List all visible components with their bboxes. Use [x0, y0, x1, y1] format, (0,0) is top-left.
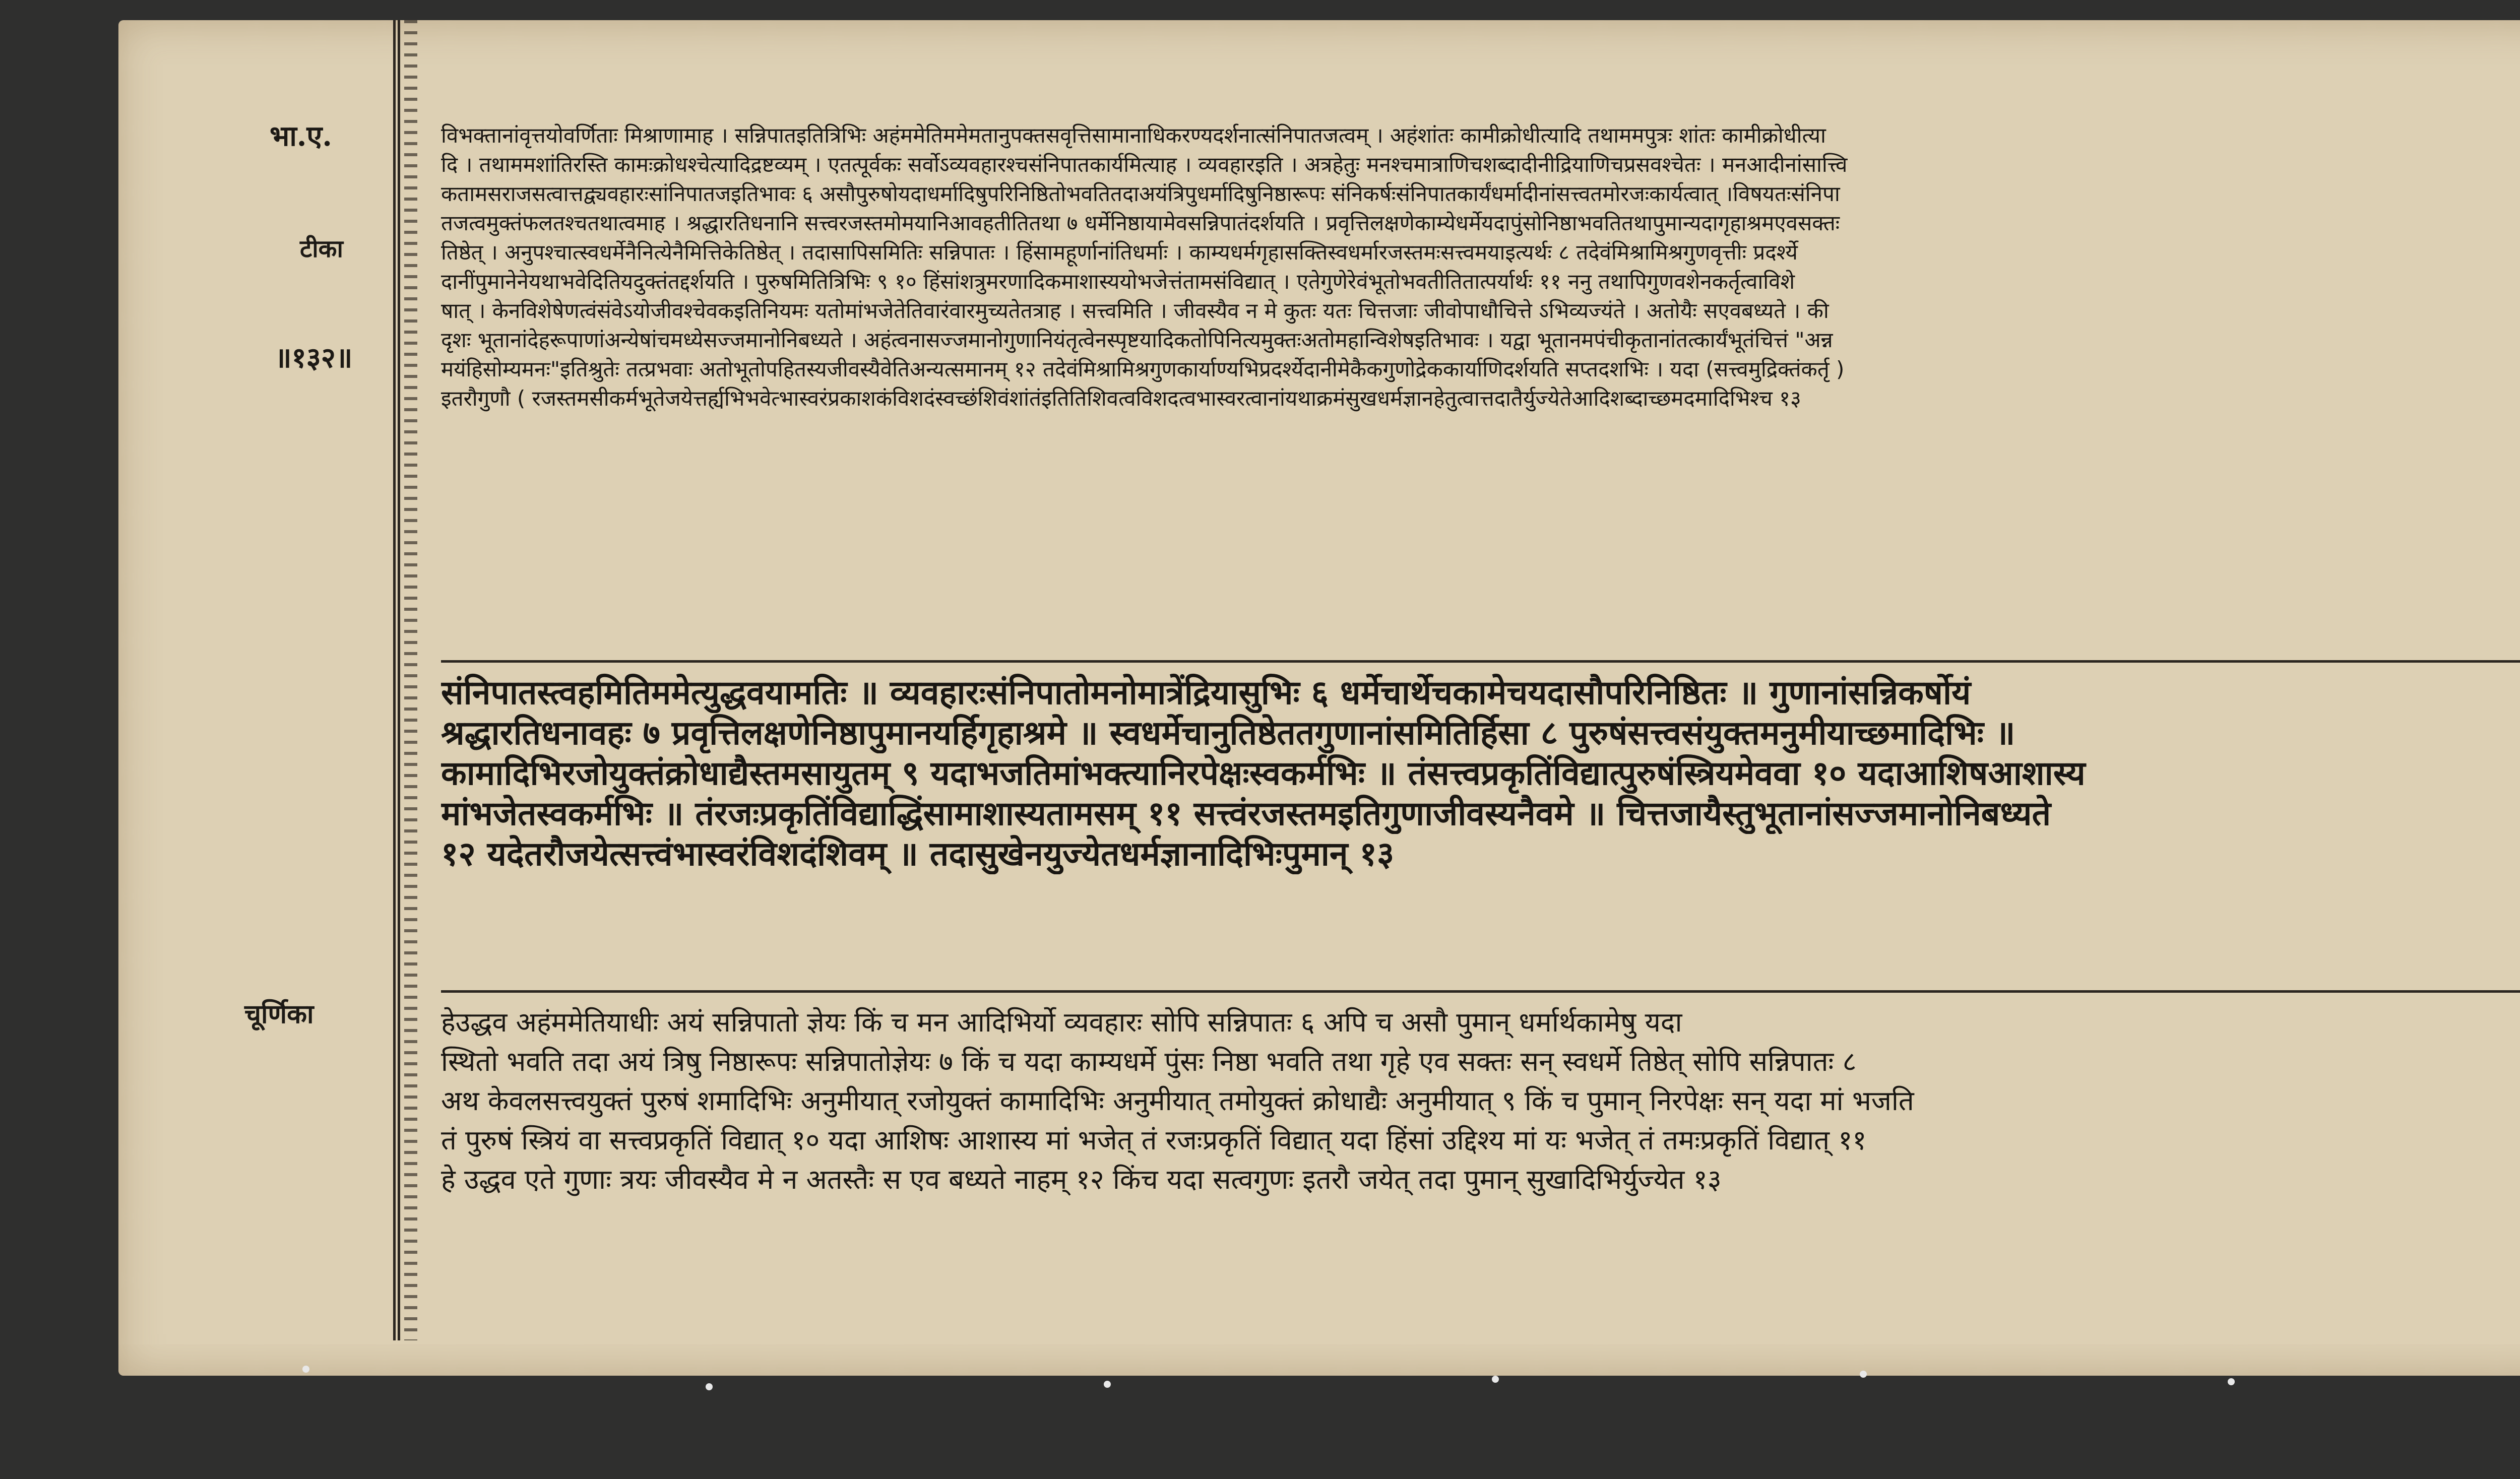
mounting-pin: [706, 1383, 713, 1390]
divider-rule: [441, 660, 2520, 663]
verse-line: संनिपातस्त्वहमितिममेत्युद्धवयामतिः ॥ व्यवहारःसंनिपातोमनोमात्रेंद्रियासुभिः ६ धर्मेचार्थेचकामेचयदासौपरिनिष्ठितः ॥ गुणानांसन्निकर्षोयं: [441, 673, 1971, 712]
tika-label: टीका: [300, 235, 343, 263]
commentary-line: तजत्वमुक्तंफलतश्चतथात्वमाह । श्रद्धारतिधनानि सत्त्वरजस्तमोमयानिआवहतीतितथा ७ धर्मेनिष्ठायामेवसन्निपातंदर्शयति । प्रवृत्तिलक्षणेकाम्येधर्मेयदापुंसोनिष्ठाभवतितथापुमान्यदागृहाश्रमएवसक्तः: [441, 211, 1840, 235]
mounting-pin: [1860, 1371, 1867, 1378]
churnika-line: स्थितो भवति तदा अयं त्रिषु निष्ठारूपः सन्निपातोज्ञेयः ७ किं च यदा काम्यधर्मे पुंसः निष्ठा भवति तथा गृहे एव सक्तः सन् स्वधर्मे तिष्ठेत् सोपि सन्निपातः ८: [441, 1046, 1857, 1077]
commentary-line: दृशः भूतानांदेहरूपाणांअन्येषांचमध्येसज्जमानोनिबध्यते । अहंत्वनासज्जमानोगुणानियंतृत्वेनस्पृष्टयादिकतोपिनित्यमुक्तःअतोमहान्विशेषइतिभावः । यद्वा भूतानमपंचीकृतानांतत्कार्यंभूतंचित्तं "अन्न: [441, 328, 1833, 352]
verse-text: [441, 673, 2520, 874]
commentary-line: मयंहिसोम्यमनः"इतिश्रुतेः तत्प्रभवाः अतोभूतोपहितस्यजीवस्यैवेतिअन्यत्समानम् १२ तदेवंमिश्रामिश्रगुणकार्याण्यभिप्रदर्श्येदानीमेकैकगुणोद्रेककार्याणिदर्शयति सप्तदशभिः । यदा (सत्त्वमुद्रिक्तंकर्तृ ): [441, 357, 1845, 381]
left-ornamental-border: [393, 20, 430, 1340]
verse-line: श्रद्धारतिधनावहः ७ प्रवृत्तिलक्षणेनिष्ठापुमानयर्हिगृहाश्रमे ॥ स्वधर्मेचानुतिष्ठेततगुणानांसमितिर्हिसा ८ पुरुषंसत्त्वसंयुक्तमनुमीयाच्छमादिभिः ॥: [441, 714, 2015, 752]
churnika-line: हे उद्धव एते गुणाः त्रयः जीवस्यैव मे न अतस्तैः स एव बध्यते नाहम् १२ किंच यदा सत्वगुणः इतरौ जयेत् तदा पुमान् सुखादिभिर्युज्येत १३: [441, 1164, 1722, 1195]
commentary-line: तिष्ठेत् । अनुपश्चात्स्वधर्मेनैनित्येनैमित्तिकेतिष्ठेत् । तदासापिसमितिः सन्निपातः । हिंसामहूर्णानांतिधर्माः । काम्यधर्मगृहासक्तिस्वधर्मारजस्तमःसत्त्वमयाइत्यर्थः ८ तदेवंमिश्रामिश्रगुणवृत्तीः प्रदर्श्ये: [441, 240, 1798, 265]
book-label: भा.ए.: [270, 119, 332, 153]
tika-commentary: [441, 121, 2520, 413]
manuscript-page: [118, 20, 2520, 1376]
verse-line: १२ यदेतरौजयेत्सत्त्वंभास्वरंविशदंशिवम् ॥ तदासुखेनयुज्येतधर्मज्ञानादिभिःपुमान् १३: [441, 834, 1395, 873]
verse-line: कामादिभिरजोयुक्तंक्रोधाद्यैस्तमसायुतम् ९ यदाभजतिमांभक्त्यानिरपेक्षःस्वकर्मभिः ॥ तंसत्त्वप्रकृतिंविद्यात्पुरुषंस्त्रियमेववा १० यदाआशिषआशास्य: [441, 754, 2086, 793]
left-page-number: ॥१३२॥: [275, 341, 353, 374]
churnika-label: चूर्णिका: [244, 999, 314, 1030]
divider-rule: [441, 990, 2520, 993]
churnika-line: हेउद्धव अहंममेतियाधीः अयं सन्निपातो ज्ञेयः किं च मन आदिभिर्यो व्यवहारः सोपि सन्निपातः ६ अपि च असौ पुमान् धर्मार्थकामेषु यदा: [441, 1006, 1682, 1038]
mounting-pin: [2228, 1378, 2235, 1385]
commentary-line: विभक्तानांवृत्तयोवर्णिताः मिश्राणामाह । सन्निपातइतित्रिभिः अहंममेतिममेमतानुपक्तसवृत्तिसामानाधिकरण्यदर्शनात्संनिपातजत्वम् । अहंशांतः कामीक्रोधीत्यादि तथाममपुत्रः शांतः कामीक्रोधीत्या: [441, 123, 1826, 148]
commentary-line: दि । तथाममशांतिरस्ति कामःक्रोधश्चेत्यादिद्रष्टव्यम् । एतत्पूर्वकः सर्वोऽव्यवहारश्चसंनिपातकार्यमित्याह । व्यवहारइति । अत्रहेतुः मनश्चमात्राणिचशब्दादीनीद्रियाणिचप्रसवश्चेतः । मनआदीनांसात्त्वि: [441, 152, 1848, 177]
mounting-pin: [1104, 1381, 1111, 1388]
mounting-pin: [1492, 1376, 1499, 1383]
churnika-line: अथ केवलसत्त्वयुक्तं पुरुषं शमादिभिः अनुमीयात् रजोयुक्तं कामादिभिः अनुमीयात् तमोयुक्तं क्रोधाद्यैः अनुमीयात् ९ किं च पुमान् निरपेक्षः सन् यदा मां भजति: [441, 1085, 1914, 1117]
commentary-line: कतामसराजसत्वात्तद्व्यवहारःसांनिपातजइतिभावः ६ असौपुरुषोयदाधर्मादिषुपरिनिष्ठितोभवतितदाअयंत्रिपुधर्मादिषुनिष्ठारूपः संनिकर्षःसंनिपातकार्यंधर्मादीनांसत्त्वतमोरजःकार्यत्वात् ।विषयतःसंनिपा: [441, 181, 1840, 206]
commentary-line: दानींपुमानेनेयथाभवेदितियदुक्तंतद्दर्शयति । पुरुषमितित्रिभिः ९ १० हिंसांशत्रुमरणादिकमाशास्ययोभजेत्तंतामसंविद्यात् । एतेगुणेरेवंभूतोभवतीतितात्पर्यार्थः ११ ननु तथापिगुणवशेनकर्तृत्वाविशे: [441, 269, 1795, 294]
commentary-line: इतरौगुणौ ( रजस्तमसीकर्मभूतेजयेत्तर्ह्यभिभवेत्भास्वरंप्रकाशकंविशदंस्वच्छंशिवंशांतंइतितिशिवत्वविशदत्वभास्वरत्वानांयथाक्रमंसुखधर्मज्ञानहेतुत्वात्तदातैर्युज्येतेआदिशब्दाच्छमदमादिभिश्च १३: [441, 386, 1801, 411]
churnika-commentary: [441, 1003, 2520, 1199]
verse-line: मांभजेतस्वकर्मभिः ॥ तंरजःप्रकृतिंविद्याद्धिंसामाशास्यतामसम् ११ सत्त्वंरजस्तमइतिगुणाजीवस्यनैवमे ॥ चित्तजायैस्तुभूतानांसज्जमानोनिबध्यते: [441, 794, 2051, 833]
commentary-line: षात् । केनविशेषेणत्वंसंवेऽयोजीवश्चेवकइतिनियमः यतोमांभजेतेतिवारंवारमुच्यतेतत्राह । सत्त्वमिति । जीवस्यैव न मे कुतः यतः चित्तजाः जीवोपाधौचित्ते ऽभिव्यज्यंते । अतोयैः सएवबध्यते । की: [441, 298, 1829, 323]
churnika-line: तं पुरुषं स्त्रियं वा सत्त्वप्रकृतिं विद्यात् १० यदा आशिषः आशास्य मां भजेत् तं रजःप्रकृतिं विद्यात् यदा हिंसां उद्दिश्य मां यः भजेत् तं तमःप्रकृतिं विद्यात् ११: [441, 1124, 1867, 1156]
mounting-pin: [302, 1366, 309, 1373]
